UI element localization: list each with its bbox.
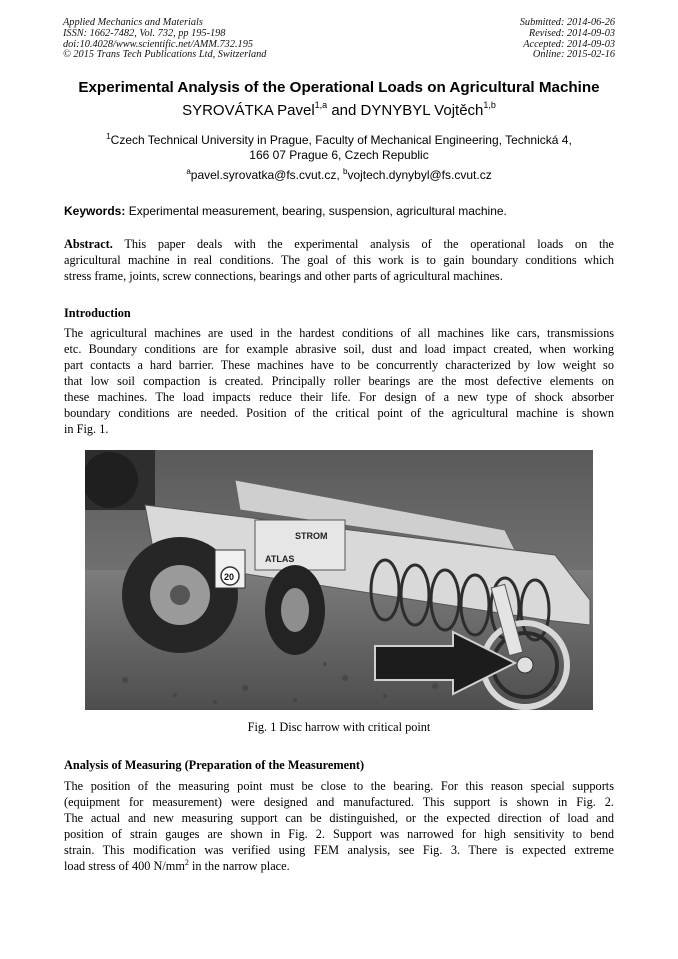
text-line: part contacts a hard barrier. These machines have to be concurrently characterized by low weight so [64, 358, 614, 372]
paper-title: Experimental Analysis of the Operational Loads on Agricultural Machine [78, 79, 600, 96]
introduction-heading: Introduction [64, 306, 131, 320]
email-b: vojtech.dynybyl@fs.cvut.cz [347, 168, 492, 182]
journal-doi: doi:10.4028/www.scientific.net/AMM.732.195 [63, 38, 253, 50]
brand-label: STROM [295, 531, 328, 541]
abstract-line: agricultural machine in real conditions. The goal of this work is to gain boundary conditions which [64, 253, 614, 267]
text-line: in Fig. 1. [64, 422, 109, 436]
date-online: Online: 2015-02-16 [532, 49, 615, 61]
email-b-sup: b [343, 167, 348, 176]
text-line: that low soil compaction is created. Principally roller bearings are the most defective elements on [64, 374, 614, 388]
date-submitted: Submitted: 2014-06-26 [519, 17, 615, 28]
abstract-line: stress frame, joints, screw connections, bearings and other parts of agricultural machines. [64, 269, 503, 283]
text-line: etc. Boundary conditions are for example abrasive soil, dust and load impact created, when working [64, 342, 614, 356]
text-line: The actual and new measuring support can be distinguished, or the expected direction of load and [64, 811, 614, 825]
email-a: pavel.syrovatka@fs.cvut.cz, [190, 168, 343, 182]
model-label: ATLAS [265, 554, 295, 564]
journal-info [63, 18, 266, 61]
right-wheel [265, 565, 325, 655]
date-revised: Revised: 2014-09-03 [528, 27, 615, 39]
affiliation [0, 129, 678, 163]
keywords [64, 204, 616, 218]
affiliation-line-2: 166 07 Prague 6, Czech Republic [249, 148, 429, 162]
abstract-label: Abstract. [64, 237, 113, 251]
abstract [64, 236, 614, 284]
text-line: (equipment for measurement) were designed and manufactured. This support is shown in Fig. 2. [64, 795, 614, 809]
submission-dates [520, 18, 615, 61]
analysis-heading: Analysis of Measuring (Preparation of the Measurement) [64, 758, 365, 772]
disc-harrow-illustration [85, 450, 593, 710]
author-2-affil: 1,b [483, 100, 496, 110]
abstract-line: Abstract. This paper deals with the experimental analysis of the operational loads on the [64, 237, 614, 251]
journal-issn: ISSN: 1662-7482, Vol. 732, pp 195-198 [63, 27, 226, 39]
analysis-text [64, 778, 614, 874]
author-and: and [327, 102, 361, 119]
text-line: The position of the measuring point must be close to the bearing. For this reason special supports [64, 779, 614, 793]
journal-copyright: © 2015 Trans Tech Publications Ltd, Switzerland [63, 49, 267, 61]
text-line: position of strain gauges are shown in Fig. 2. Support was narrowed for high sensitivity to bend [64, 827, 614, 841]
affiliation-sup: 1 [106, 132, 111, 141]
figure-1-photo [85, 450, 593, 710]
unit-exponent: 2 [184, 858, 189, 867]
affiliation-line-1: $^1$Czech Technical University in Prague, Faculty of Mechanical Engineering, Technická 4, [106, 132, 572, 147]
author-line [0, 100, 678, 119]
text-line: load stress of 400 $N/mm^2$ in the narrow place. [64, 858, 290, 873]
email-a-sup: a [186, 167, 191, 176]
text-line: The agricultural machines are used in the hardest conditions of all machines like cars, transmissions [64, 326, 614, 340]
figure-1-caption: Fig. 1 Disc harrow with critical point [247, 720, 431, 734]
text-line: strain. This modification was verified using FEM analysis, see Fig. 3. There is expected extreme [64, 843, 614, 857]
author-1-affil: 1,a [314, 100, 328, 110]
text-line: these machines. The load impacts reduce their life. For design of a new type of shock absorber [64, 390, 614, 404]
speed-sign [215, 550, 245, 588]
author-1: SYROVÁTKA Pavel [182, 102, 315, 119]
keywords-text: Experimental measurement, bearing, suspension, agricultural machine. [125, 204, 507, 218]
speed-sign-label: 20 [224, 572, 235, 582]
introduction-text [64, 325, 614, 437]
journal-name: Applied Mechanics and Materials [63, 17, 203, 28]
author-emails [0, 167, 678, 182]
keywords-label: Keywords: [64, 204, 126, 218]
date-accepted: Accepted: 2014-09-03 [523, 38, 615, 50]
author-2: DYNYBYL Vojtěch [360, 102, 484, 119]
tractor-rear [85, 450, 155, 510]
text-line: boundary conditions are needed. Position of the critical point of the agricultural machine is shown [64, 406, 614, 420]
